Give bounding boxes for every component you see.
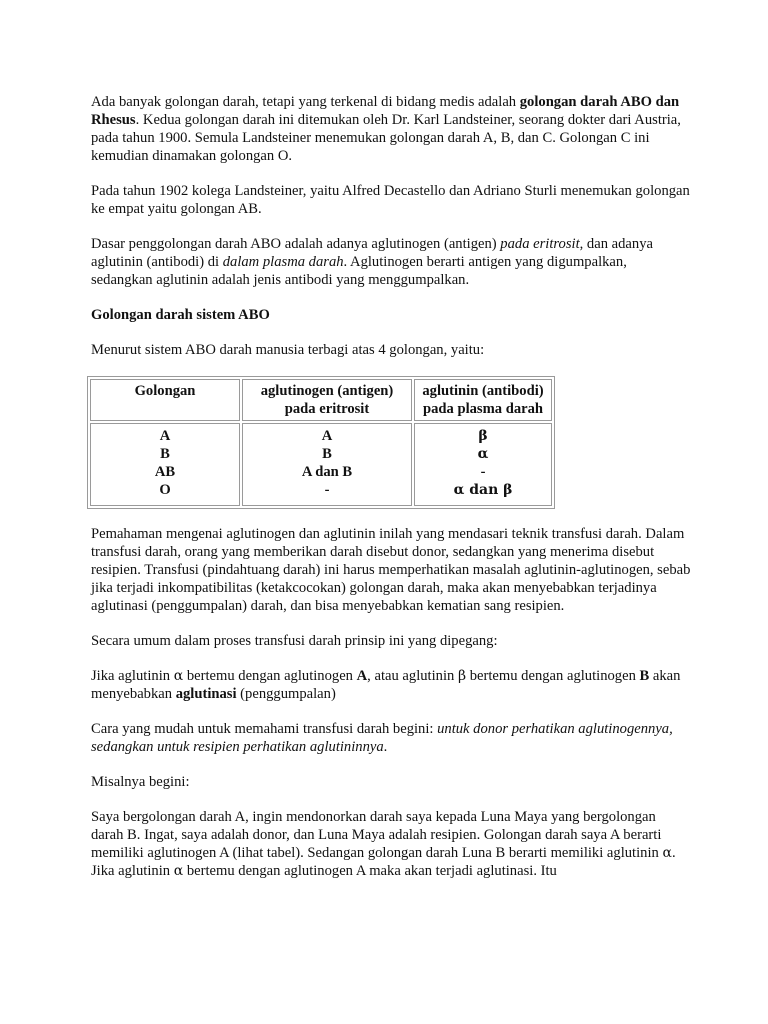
alpha-symbol: α [662, 845, 672, 861]
italic-term-plasma: dalam plasma darah [222, 254, 344, 270]
alpha-symbol: α [173, 863, 184, 879]
paragraph-intro: Ada banyak golongan darah, tetapi yang terkenal di bidang medis adalah golongan darah ABO dan Rhesus. Kedua golongan darah ini ditemukan oleh Dr. Karl Landsteiner, seorang dokter dari Austria, pada tahun 1900. Semula Landsteiner menemukan golongan darah A, B, dan C. Golongan C ini kemudian dinamakan golongan O. [91, 94, 681, 164]
alpha-symbol: α [173, 668, 184, 684]
paragraph-transfusion: Pemahaman mengenai aglutinogen dan aglutinin inilah yang mendasari teknik transfusi darah. Dalam transfusi darah, orang yang memberikan darah disebut donor, sedangkan yang menerima disebut resipien. Transfusi (pindahtuang darah) ini harus memperhatikan masalah aglutinin-aglutinogen, sebab jika terjadi inkompatibilitas (ketakcocokan) golongan darah, maka akan menyebabkan terjadinya aglutinasi (penggumpalan) darah, dan bisa menyebabkan kematian sang resipien. [91, 526, 691, 614]
section-heading: Golongan darah sistem ABO [91, 307, 270, 323]
paragraph-principle: Jika aglutinin α bertemu dengan aglutinogen A, atau aglutinin β bertemu dengan aglutinogen B akan menyebabkan aglutinasi (penggumpalan) [91, 668, 681, 702]
paragraph-history: Pada tahun 1902 kolega Landsteiner, yaitu Alfred Decastello dan Adriano Sturli menemukan golongan ke empat yaitu golongan AB. [91, 183, 690, 217]
document-page [91, 93, 691, 897]
abo-table [87, 376, 555, 509]
italic-tip: untuk donor perhatikan aglutinogennya, sedangkan untuk resipien perhatikan aglutininnya [91, 721, 673, 755]
paragraph-example-intro: Misalnya begini: [91, 774, 190, 790]
paragraph-principle-intro: Secara umum dalam proses transfusi darah prinsip ini yang dipegang: [91, 633, 498, 649]
paragraph-tip: Cara yang mudah untuk memahami transfusi darah begini: untuk donor perhatikan aglutinogennya, sedangkan untuk resipien perhatikan aglutininnya. [91, 721, 673, 755]
bold-term-aglutinasi: aglutinasi [175, 686, 237, 702]
table-cell-golongan: A B AB O [90, 423, 240, 506]
paragraph-intro-table: Menurut sistem ABO darah manusia terbagi atas 4 golongan, yaitu: [91, 342, 485, 358]
beta-symbol: β [457, 668, 467, 684]
table-header-golongan: Golongan [90, 379, 240, 421]
bold-term-abo-rhesus: golongan darah ABO dan Rhesus [91, 94, 680, 128]
table-cell-aglutinin: β α - α dan β [414, 423, 552, 506]
paragraph-basis: Dasar penggolongan darah ABO adalah adanya aglutinogen (antigen) pada eritrosit, dan adanya aglutinin (antibodi) di dalam plasma darah. Aglutinogen berarti antigen yang digumpalkan, sedangkan aglutinin adalah jenis antibodi yang menggumpalkan. [91, 236, 653, 288]
table-header-aglutinogen: aglutinogen (antigen) pada eritrosit [242, 379, 412, 421]
paragraph-example: Saya bergolongan darah A, ingin mendonorkan darah saya kepada Luna Maya yang bergolongan darah B. Ingat, saya adalah donor, dan Luna Maya adalah resipien. Golongan darah saya A berarti memiliki aglutinogen A (lihat tabel). Sedangan golongan darah Luna B berarti memiliki aglutinin α. Jika aglutinin α bertemu dengan aglutinogen A maka akan terjadi aglutinasi. Itu [91, 809, 676, 879]
table-header-aglutinin: aglutinin (antibodi) pada plasma darah [414, 379, 552, 421]
table-cell-aglutinogen: A B A dan B - [242, 423, 412, 506]
table-row [90, 423, 552, 506]
italic-term-eritrosit: pada eritrosit [500, 236, 580, 252]
table-header-row [90, 379, 552, 421]
